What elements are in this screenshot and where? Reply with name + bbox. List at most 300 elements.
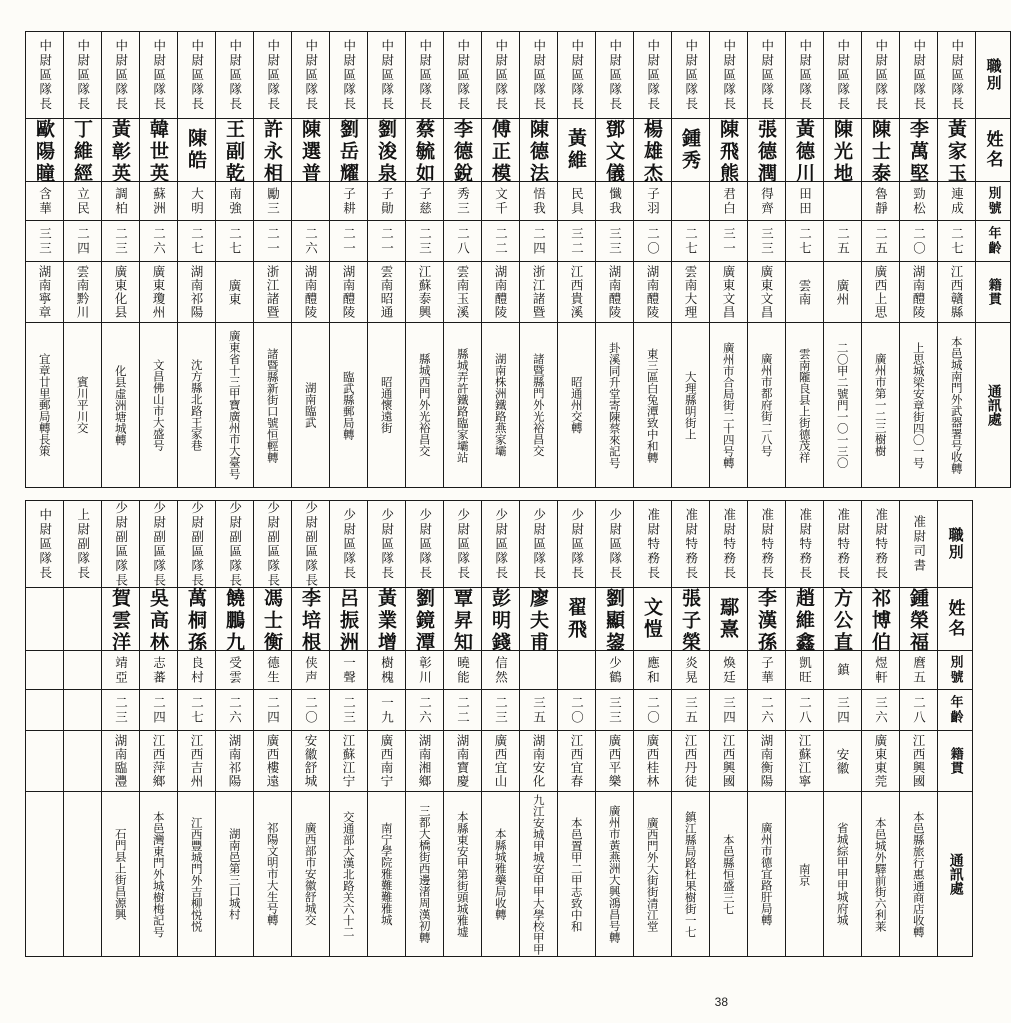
- cell-address: [596, 323, 634, 488]
- name-text: 趙維鑫: [793, 588, 815, 654]
- cell-address: [824, 323, 862, 488]
- cell-name: [824, 119, 862, 185]
- cell-rank: [482, 501, 520, 588]
- age-text: 三四: [721, 695, 737, 725]
- address-text: 江西豐城門外吉柳悦悦: [189, 816, 204, 932]
- native-text: 江西貴溪: [569, 265, 584, 319]
- age-text: 二六: [417, 695, 433, 725]
- age-text: 二七: [683, 226, 699, 256]
- address-text: 化县虛洲塘城轉: [113, 364, 128, 446]
- age-text: 二三: [113, 695, 129, 725]
- cell-age: [368, 690, 406, 731]
- cell-native: [406, 731, 444, 792]
- rank-text: 中尉區隊長: [683, 38, 699, 112]
- native-text: 雲南玉溪: [455, 265, 470, 319]
- cell-name: [140, 588, 178, 654]
- age-text: 二四: [265, 695, 281, 725]
- cell-alias: [482, 182, 520, 221]
- cell-name: [254, 588, 292, 654]
- cell-name: [482, 588, 520, 654]
- rank-text: 准尉特務長: [873, 507, 889, 581]
- alias-text: 子耕: [341, 186, 357, 216]
- cell-age: [292, 221, 330, 262]
- cell-native: [938, 262, 976, 323]
- cell-name: [178, 119, 216, 182]
- cell-alias: [26, 182, 64, 221]
- alias-text: 曉能: [455, 655, 471, 685]
- cell-age: [710, 221, 748, 262]
- cell-rank: [862, 32, 900, 119]
- cell-address: [292, 323, 330, 488]
- native-text: 湖南湘鄉: [417, 734, 432, 788]
- cell-alias: [862, 651, 900, 690]
- cell-address: [672, 323, 710, 488]
- age-text: 二三: [113, 226, 129, 256]
- age-text: 二二: [455, 695, 471, 725]
- rank-text: 上尉副隊長: [75, 507, 91, 581]
- rank-text: 中尉區隊長: [873, 38, 889, 112]
- cell-age: [330, 221, 368, 262]
- age-text: 二五: [835, 226, 851, 256]
- cell-address: [862, 792, 900, 957]
- cell-alias: [140, 182, 178, 221]
- age-text: 三二: [569, 226, 585, 256]
- address-text: 本邑灣東門外城樹梅記号: [151, 810, 166, 938]
- cell-alias: [216, 182, 254, 221]
- cell-rank: [368, 501, 406, 588]
- alias-text: 民具: [569, 186, 585, 216]
- rank-text: 少尉區隊長: [417, 507, 433, 581]
- cell-name: [292, 588, 330, 654]
- name-text: 祁博伯: [869, 588, 891, 654]
- cell-age: [634, 221, 672, 262]
- cell-alias: [786, 182, 824, 221]
- cell-age: [26, 221, 64, 262]
- age-text: 二八: [455, 226, 471, 256]
- cell-alias: [900, 182, 938, 221]
- native-text: 江蘇江寧: [797, 734, 812, 788]
- rank-text: 中尉區隊長: [113, 38, 129, 112]
- alias-text: 鎮: [835, 662, 851, 678]
- native-text: 廣西南宁: [379, 734, 394, 788]
- age-text: 三四: [835, 695, 851, 725]
- age-text: 三一: [721, 226, 737, 256]
- cell-name: [862, 588, 900, 654]
- address-text: 廣東省十三甲寶廣州市大臺号: [227, 330, 242, 480]
- native-text: 江蘇江宁: [341, 734, 356, 788]
- rank-text: 准尉特務長: [759, 507, 775, 581]
- age-text: 二三: [341, 695, 357, 725]
- cell-rank: [710, 501, 748, 588]
- rank-text: 中尉區隊長: [835, 38, 851, 112]
- cell-native: [406, 262, 444, 323]
- cell-address: [254, 323, 292, 488]
- cell-name: [938, 119, 976, 185]
- address-text: 沈方縣北路王家巷: [189, 359, 204, 451]
- name-text: 彭明錢: [489, 588, 511, 654]
- cell-rank: [140, 501, 178, 588]
- rank-text: 中尉區隊長: [911, 38, 927, 112]
- rank-text: 准尉特務長: [721, 507, 737, 581]
- age-text: 二〇: [569, 695, 585, 725]
- cell-native: [102, 731, 140, 792]
- cell-alias: [596, 182, 634, 221]
- rank-text: 准尉特務長: [645, 507, 661, 581]
- alias-text: 得齊: [759, 186, 775, 216]
- cell-age: [900, 690, 938, 731]
- name-text: 陳飛熊: [717, 119, 739, 185]
- rank-text: 中尉區隊長: [303, 38, 319, 112]
- native-text: 湖南衡陽: [759, 734, 774, 788]
- cell-age: [102, 690, 140, 731]
- cell-native: [520, 731, 558, 792]
- alias-text: 靖亞: [113, 655, 129, 685]
- cell-name: [26, 119, 64, 185]
- cell-native: [26, 262, 64, 323]
- cell-native: [140, 731, 178, 792]
- age-text: 二六: [227, 695, 243, 725]
- cell-age: [862, 690, 900, 731]
- alias-text: 文千: [493, 186, 509, 216]
- cell-alias: [672, 182, 710, 221]
- rank-text: 中尉區隊長: [379, 38, 395, 112]
- cell-rank: [786, 501, 824, 588]
- cell-name: [748, 119, 786, 185]
- cell-age: [406, 690, 444, 731]
- address-text: 廣州市第一二三樹樹: [873, 353, 888, 457]
- address-text: 臨武縣郵局轉: [341, 370, 356, 440]
- cell-age: [482, 690, 520, 731]
- cell-alias: [938, 182, 976, 221]
- cell-name: [900, 119, 938, 185]
- alias-text: 彰川: [417, 655, 433, 685]
- cell-name: [558, 588, 596, 651]
- rank-text: 中尉區隊長: [759, 38, 775, 112]
- cell-rank: [444, 501, 482, 588]
- age-text: 二六: [759, 695, 775, 725]
- rank-text: 中尉區隊長: [75, 38, 91, 112]
- native-text: 雲南黔川: [75, 265, 90, 319]
- age-text: 二四: [531, 226, 547, 256]
- age-text: 二八: [911, 695, 927, 725]
- address-text: 南宁學院雅難難雅城: [379, 822, 394, 926]
- cell-name: [292, 119, 330, 185]
- cell-age: [748, 690, 786, 731]
- native-text: 湖南醴陵: [341, 265, 356, 319]
- native-text: 湖南安化: [531, 734, 546, 788]
- address-text: 文昌佛山市大盛号: [151, 359, 166, 451]
- alias-text: 含華: [37, 186, 53, 216]
- cell-alias: [26, 651, 64, 690]
- native-text: 廣東: [227, 278, 242, 306]
- age-text: 二七: [189, 695, 205, 725]
- cell-age: [216, 690, 254, 731]
- alias-text: 煥廷: [721, 655, 737, 685]
- cell-age: [330, 690, 368, 731]
- native-text: 安徽舒城: [303, 734, 318, 788]
- rank-text: 中尉區隊長: [531, 38, 547, 112]
- cell-address: [102, 792, 140, 957]
- cell-name: [406, 588, 444, 654]
- native-text: 安徽: [835, 747, 850, 775]
- cell-rank: [672, 501, 710, 588]
- row-header-address: 通訊處: [976, 323, 1011, 488]
- rank-text: 少尉區隊長: [493, 507, 509, 581]
- cell-native: [786, 262, 824, 323]
- cell-alias: [786, 651, 824, 690]
- cell-name: [102, 119, 140, 185]
- roster-table-upper: [25, 31, 1011, 488]
- address-text: 本邑縣恒盛三七: [721, 833, 736, 915]
- address-text: 賓川平川交: [75, 376, 90, 434]
- cell-native: [292, 262, 330, 323]
- cell-native: [596, 262, 634, 323]
- native-text: 雲南昭通: [379, 265, 394, 319]
- table-row: [26, 588, 973, 651]
- cell-rank: [862, 501, 900, 588]
- cell-address: [216, 792, 254, 957]
- cell-alias: [558, 651, 596, 690]
- cell-name: [444, 119, 482, 185]
- table-row: [26, 651, 973, 690]
- rank-text: 少尉區隊長: [455, 507, 471, 581]
- age-text: 二七: [227, 226, 243, 256]
- cell-age: [140, 221, 178, 262]
- address-text: 湖南株洲鐵路燕家壩: [493, 353, 508, 457]
- age-text: 三三: [607, 226, 623, 256]
- age-text: 三五: [683, 695, 699, 725]
- cell-age: [254, 221, 292, 262]
- name-text: 黃維: [565, 128, 587, 172]
- native-text: 廣州: [835, 278, 850, 306]
- cell-age: [558, 221, 596, 262]
- name-text: 饒鵬九: [223, 588, 245, 654]
- age-text: 三三: [607, 695, 623, 725]
- name-text: 傅正模: [489, 119, 511, 185]
- cell-address: [634, 323, 672, 488]
- address-text: 昭通州交轉: [569, 376, 584, 434]
- age-text: 二七: [797, 226, 813, 256]
- name-text: 李漢孫: [755, 588, 777, 654]
- cell-native: [64, 731, 102, 792]
- cell-address: [178, 323, 216, 488]
- rank-text: 中尉區隊長: [341, 38, 357, 112]
- name-text: 王副乾: [223, 119, 245, 185]
- cell-native: [558, 731, 596, 792]
- alias-text: 樹槐: [379, 655, 395, 685]
- native-text: 江西興國: [721, 734, 736, 788]
- alias-text: 懺我: [607, 186, 623, 216]
- cell-alias: [672, 651, 710, 690]
- address-text: 縣城弄許鐵路臨家壩站: [455, 347, 470, 463]
- cell-name: [330, 588, 368, 654]
- alias-text: 志蕃: [151, 655, 167, 685]
- cell-age: [64, 221, 102, 262]
- name-text: 呂振洲: [337, 588, 359, 654]
- address-text: 廣西部市安徽舒城交: [303, 822, 318, 926]
- native-text: 廣東文昌: [759, 265, 774, 319]
- cell-native: [634, 731, 672, 792]
- cell-age: [444, 690, 482, 731]
- cell-address: [520, 323, 558, 488]
- table-row: [26, 323, 1011, 488]
- alias-text: 調柏: [113, 186, 129, 216]
- cell-name: [216, 119, 254, 185]
- alias-text: 煜軒: [873, 655, 889, 685]
- native-text: 湖南寶慶: [455, 734, 470, 788]
- alias-text: 受雲: [227, 655, 243, 685]
- cell-age: [862, 221, 900, 262]
- age-text: 二三: [493, 695, 509, 725]
- name-text: 鄧文儀: [603, 119, 625, 185]
- cell-alias: [520, 651, 558, 690]
- rank-text: 少尉副區隊長: [265, 501, 281, 588]
- cell-alias: [748, 651, 786, 690]
- cell-alias: [406, 182, 444, 221]
- cell-address: [102, 323, 140, 488]
- row-header-native: 籍貫: [938, 731, 973, 792]
- cell-name: [216, 588, 254, 654]
- name-text: 黃德川: [793, 119, 815, 185]
- cell-name: [824, 588, 862, 654]
- cell-rank: [102, 32, 140, 119]
- cell-name: [482, 119, 520, 185]
- table-row: [26, 32, 1011, 119]
- name-text: 歐陽瞳: [33, 119, 55, 185]
- rank-text: 准尉特務長: [683, 507, 699, 581]
- cell-name: [64, 588, 102, 651]
- rank-text: 中尉區隊長: [37, 38, 53, 112]
- cell-alias: [178, 182, 216, 221]
- address-text: 石門县上街昌源興: [113, 828, 128, 920]
- native-text: 湖南臨灃: [113, 734, 128, 788]
- alias-text: 子華: [759, 655, 775, 685]
- name-text: 丁維經: [71, 119, 93, 185]
- cell-name: [26, 588, 64, 651]
- alias-text: 勵三: [265, 186, 281, 216]
- native-text: 湖南醴陵: [911, 265, 926, 319]
- alias-text: 少鶴: [607, 655, 623, 685]
- cell-alias: [178, 651, 216, 690]
- cell-address: [634, 792, 672, 957]
- cell-rank: [178, 32, 216, 119]
- native-text: 江西丹徒: [683, 734, 698, 788]
- name-text: 馮士衡: [261, 588, 283, 654]
- cell-address: [178, 792, 216, 957]
- alias-text: 立民: [75, 186, 91, 216]
- name-text: 黃家玉: [945, 119, 967, 185]
- cell-native: [330, 262, 368, 323]
- cell-rank: [254, 501, 292, 588]
- cell-native: [710, 731, 748, 792]
- address-text: 廣州市合局街二十四号轉: [721, 341, 736, 469]
- native-text: 廣東化县: [113, 265, 128, 319]
- age-text: 二二: [493, 226, 509, 256]
- address-text: 南京: [797, 862, 812, 886]
- native-text: 湖南祁陽: [227, 734, 242, 788]
- cell-age: [824, 690, 862, 731]
- name-text: 陳皓: [185, 128, 207, 172]
- alias-text: 應和: [645, 655, 661, 685]
- address-text: 諸暨縣新街口號恒輕轉: [265, 347, 280, 463]
- rank-text: 中尉區隊長: [949, 38, 965, 112]
- cell-age: [178, 221, 216, 262]
- rank-text: 少尉副區隊長: [303, 501, 319, 588]
- cell-address: [368, 792, 406, 957]
- cell-rank: [672, 32, 710, 119]
- cell-name: [862, 119, 900, 185]
- cell-native: [140, 262, 178, 323]
- cell-name: [406, 119, 444, 185]
- cell-native: [748, 731, 786, 792]
- age-text: 二〇: [303, 695, 319, 725]
- name-text: 張子榮: [679, 588, 701, 654]
- cell-name: [596, 588, 634, 654]
- cell-name: [672, 119, 710, 182]
- alias-text: 南強: [227, 186, 243, 216]
- cell-alias: [292, 651, 330, 690]
- cell-native: [748, 262, 786, 323]
- cell-address: [900, 323, 938, 488]
- age-text: 二四: [75, 226, 91, 256]
- name-text: 方公直: [831, 588, 853, 654]
- age-text: 三三: [759, 226, 775, 256]
- cell-name: [368, 119, 406, 185]
- address-text: 雲南隴良县上街德茂祥: [797, 347, 812, 463]
- native-text: 廣東文昌: [721, 265, 736, 319]
- cell-address: [406, 323, 444, 488]
- cell-age: [520, 221, 558, 262]
- cell-age: [672, 690, 710, 731]
- cell-alias: [330, 182, 368, 221]
- rank-text: 中尉區隊長: [227, 38, 243, 112]
- cell-alias: [140, 651, 178, 690]
- rank-text: 少尉區隊長: [341, 507, 357, 581]
- native-text: 湖南祁陽: [189, 265, 204, 319]
- name-text: 李培根: [299, 588, 321, 654]
- row-header-name: 姓名: [976, 119, 1011, 182]
- address-text: 諸暨縣門外光裕昌交: [531, 353, 546, 457]
- rank-text: 少尉區隊長: [379, 507, 395, 581]
- cell-rank: [406, 32, 444, 119]
- cell-address: [558, 323, 596, 488]
- cell-rank: [216, 32, 254, 119]
- cell-age: [444, 221, 482, 262]
- cell-alias: [482, 651, 520, 690]
- cell-address: [672, 792, 710, 957]
- age-text: 二五: [873, 226, 889, 256]
- address-text: 廣州市德宜路肝局轉: [759, 822, 774, 926]
- cell-address: [406, 792, 444, 957]
- rank-text: 少尉區隊長: [531, 507, 547, 581]
- cell-alias: [64, 651, 102, 690]
- alias-text: 子慈: [417, 186, 433, 216]
- address-text: 東三區白兔潭致中和轉: [645, 347, 660, 463]
- age-text: 二一: [341, 226, 357, 256]
- cell-name: [786, 119, 824, 185]
- cell-rank: [634, 501, 672, 588]
- rank-text: 中尉區隊長: [645, 38, 661, 112]
- rank-text: 少尉副區隊長: [151, 501, 167, 588]
- rank-text: 少尉區隊長: [569, 507, 585, 581]
- cell-name: [710, 119, 748, 185]
- native-text: 江西吉州: [189, 734, 204, 788]
- cell-native: [254, 731, 292, 792]
- cell-name: [710, 588, 748, 651]
- cell-native: [900, 731, 938, 792]
- cell-native: [444, 731, 482, 792]
- cell-address: [444, 323, 482, 488]
